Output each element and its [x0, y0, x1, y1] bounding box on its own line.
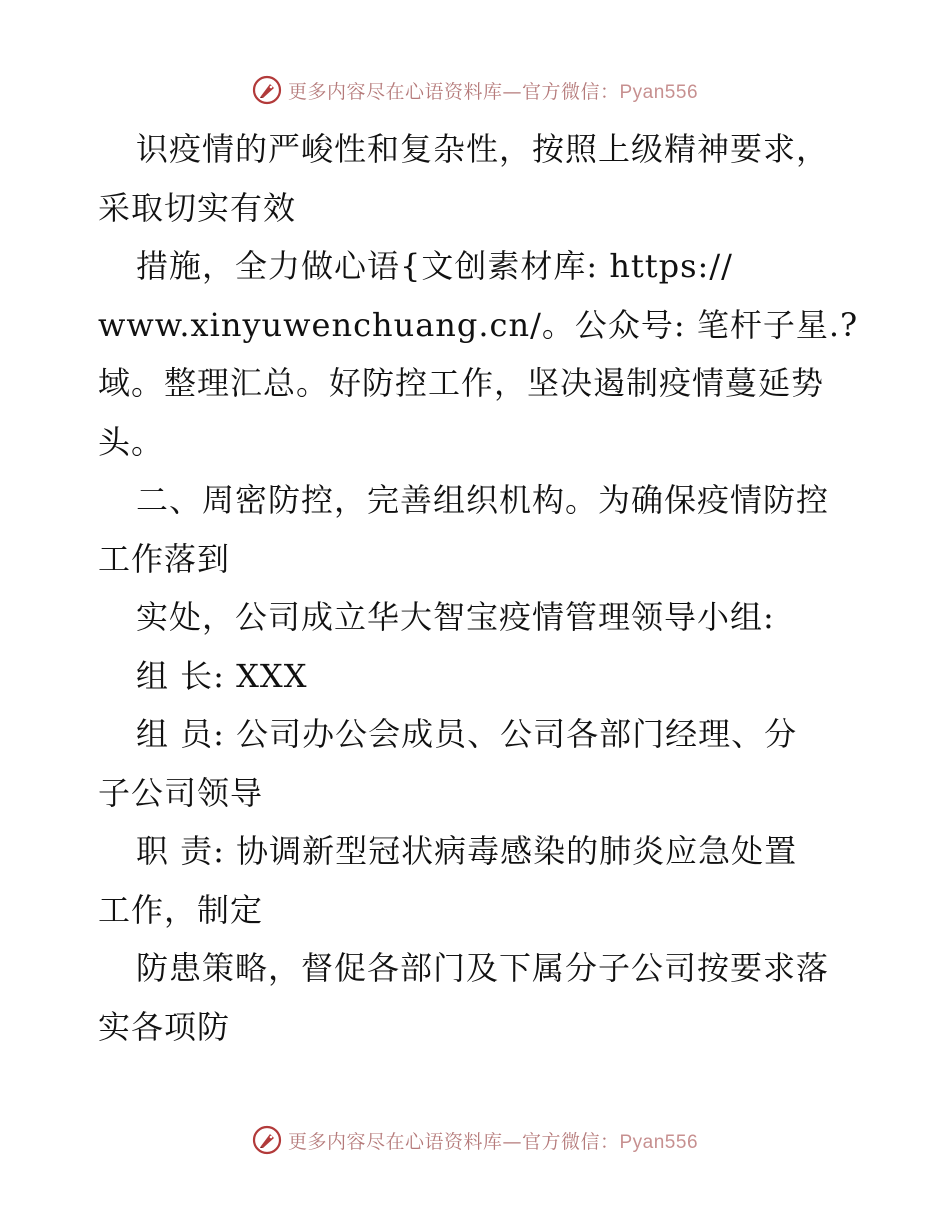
header-banner-main: 更多内容尽在心语资料库	[287, 80, 503, 103]
body-line: 职 责: 协调新型冠状病毒感染的肺炎应急处置	[136, 832, 798, 870]
pen-nib-logo-icon	[252, 75, 282, 105]
body-line: 措施，全力做心语{文创素材库: https://	[136, 247, 733, 285]
header-watermark-banner	[0, 70, 950, 110]
body-line: 实处，公司成立华大智宝疫情管理领导小组:	[136, 598, 775, 636]
body-line: 工作，制定	[98, 890, 264, 929]
body-line: 域。整理汇总。好防控工作，坚决遏制疫情蔓延势	[98, 364, 825, 402]
footer-banner-id: Pyan556	[619, 1131, 699, 1153]
footer-banner-sep: —官方微信：	[502, 1130, 620, 1153]
body-line: www.xinyuwenchuang.cn/。公众号: 笔杆子星.?	[98, 305, 859, 344]
body-line: 头。	[98, 422, 165, 461]
body-line: 采取切实有效	[98, 188, 297, 227]
header-banner-id: Pyan556	[619, 81, 699, 103]
footer-banner-text	[288, 1127, 698, 1154]
footer-banner-main: 更多内容尽在心语资料库	[287, 1130, 503, 1153]
header-banner-text	[288, 77, 698, 104]
header-banner-sep: —官方微信：	[502, 80, 620, 103]
body-line: 二、周密防控，完善组织机构。为确保疫情防控	[136, 481, 830, 519]
pen-nib-logo-icon	[252, 1125, 282, 1155]
body-line: 子公司领导	[98, 773, 264, 812]
body-line: 工作落到	[98, 539, 231, 578]
body-line: 组 员: 公司办公会成员、公司各部门经理、分	[136, 715, 798, 753]
body-line: 识疫情的严峻性和复杂性，按照上级精神要求，	[136, 130, 830, 168]
body-line: 组 长: XXX	[136, 656, 308, 695]
body-line: 防患策略，督促各部门及下属分子公司按要求落	[136, 949, 830, 987]
body-line: 实各项防	[98, 1007, 231, 1046]
footer-watermark-banner	[0, 1120, 950, 1160]
document-body	[98, 120, 868, 1056]
